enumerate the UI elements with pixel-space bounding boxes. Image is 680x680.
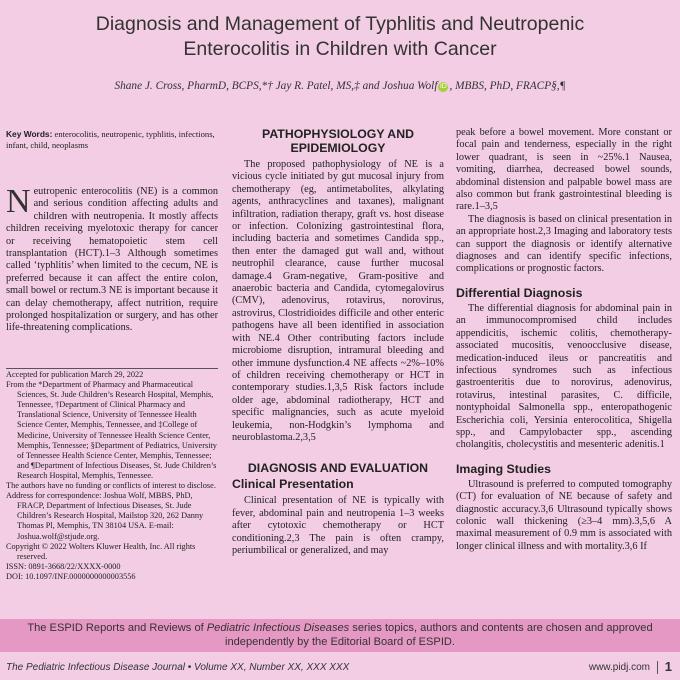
column-3 (456, 127, 672, 553)
copyright: Copyright © 2022 Wolters Kluwer Health, Inc. All rights reserved. (6, 541, 196, 561)
page-footer (0, 653, 680, 680)
title-line-1: Diagnosis and Management of Typhlitis and Neutropenic (95, 13, 585, 35)
banner-journal-name: Pediatric Infectious Diseases (206, 622, 350, 634)
author-list (0, 80, 680, 92)
imaging-paragraph: Ultrasound is preferred to computed tomography (CT) for evaluation of NE because of safety and diagnostic accuracy.3,6 Ultrasound typically shows colonic wall thickening (≥3–4 mm).3,5,6 A maximal measurement of 0.9 mm is associated with longer clinical illness and with mortality.3,6 If (456, 478, 672, 552)
doi[interactable]: DOI: 10.1097/INF.0000000000003556 (6, 571, 136, 581)
accepted-date: Accepted for publication March 29, 2022 (6, 370, 144, 379)
footer-divider (657, 661, 658, 674)
banner-text-a: The ESPID Reports and Reviews of (27, 622, 207, 634)
keywords (6, 129, 218, 151)
subheading-imaging-studies: Imaging Studies (456, 461, 551, 476)
title-line-2: Enterocolitis in Children with Cancer (183, 38, 497, 60)
clinical-presentation-paragraph: Clinical presentation of NE is typically with fever, abdominal pain and neutropenia 1–3 weeks after cytotoxic chemotherapy or HCT conditioning.2,3 The pain is often crampy, periumbilical or generalized, and may (232, 495, 444, 556)
diagnosis-paragraph: The diagnosis is based on clinical presentation in an appropriate host.2,3 Imaging and laboratory tests can support the diagnosis or identify alternative diagnoses and can identify specific infections, complications or prognostic factors. (456, 213, 672, 275)
authors-text-b: , MBBS, PhD, FRACP§,¶ (449, 80, 566, 92)
intro-text: eutropenic enterocolitis (NE) is a common and serious condition affecting adults and children with neutropenia. It mostly affects children receiving myelotoxic therapy for cancer or receiving hematopoietic stem cell transplantation (HCT).1–3 Although sometimes called ‘typhlitis’ when limited to the cecum, NE is preferred because it can affect the entire colon, small bowel or rectum.3 NE is important because it can delay chemotherapy, affect nutrition, require prolonged hospitalization or surgery, and has other life-threatening complications. (6, 186, 218, 334)
column-2 (232, 127, 444, 557)
drop-cap: N (6, 183, 31, 220)
pathophysiology-paragraph: The proposed pathophysiology of NE is a vicious cycle initiated by gut mucosal injury from chemotherapy (eg, antimetabolites, alkylating agents, anthracyclines and taxanes), malignant infiltration, radiation therapy, graft vs. host disease or infection. Colonizing gastrointestinal flora, including bacteria and sometimes Candida spp., then enter the damaged gut wall and, without neutrophil clearance, cause further mucosal damage.4 Gram-negative, Gram-positive and anaerobic bacteria and Candida, cytomegalovirus (CMV), adenovirus, rotavirus, norovirus, astrovirus, Clostridioides difficile and other enteric pathogens have all been identified in association with NE.4 Other contributing factors include microbiome disruption, intramural bleeding and other immune dysfunction.4 NE affects ~2%–10% of children receiving chemotherapy or HCT in contemporary studies.1,3,5 Risk factors include older age, abdominal radiotherapy, HCT and specific malignancies, such as acute myeloid leukemia, non-Hodgkin’s lymphoma and neuroblastoma.2,3,5 (232, 159, 444, 443)
espid-banner (0, 619, 680, 652)
subheading-differential-diagnosis: Differential Diagnosis (456, 285, 583, 300)
issn: ISSN: 0891-3668/22/XXXX-0000 (6, 561, 121, 571)
intro-paragraph (6, 183, 218, 335)
keywords-text: enterocolitis, neutropenic, typhlitis, infections, infant, child, neoplasms (6, 129, 215, 150)
article-title (0, 12, 680, 62)
page-number: 1 (664, 659, 672, 674)
banner-line-1 (0, 621, 680, 635)
subheading-clinical-presentation: Clinical Presentation (232, 477, 354, 492)
orcid-icon[interactable]: iD (440, 83, 447, 90)
footer-journal: The Pediatric Infectious Disease Journal • Volume XX, Number XX, XXX XXX (6, 662, 350, 673)
funding-statement: The authors have no funding or conflicts of interest to disclose. (6, 481, 216, 491)
banner-line-2: independently by the Editorial Board of ESPID. (224, 636, 456, 648)
article-notes (6, 368, 218, 582)
banner-text-c: series topics, authors and contents are chosen and approved (349, 622, 653, 634)
authors-text-a: Shane J. Cross, PharmD, BCPS,*† Jay R. Patel, MS,‡ and Joshua Wolf (114, 80, 438, 92)
correspondence: Address for correspondence: Joshua Wolf, MBBS, PhD, FRACP, Department of Infectious Diseases, St. Jude Children’s Research Hospital, Mailstop 320, 262 Danny Thomas Pl, Memphis, TN 38104 USA. E-mail: Joshua.wolf@stjude.org. (6, 491, 204, 541)
affiliations: From the *Department of Pharmacy and Pharmaceutical Sciences, St. Jude Children’s Research Hospital, Memphis, Tennessee, †Department of Clinical Pharmacy and Translational Science, University of Tennessee Health Science Center, Memphis, Tennessee, and ‡College of Medicine, University of Tennessee Health Science Center, Memphis, Tennessee; §Department of Pediatrics, University of Tennessee Health Science Center, Memphis, Tennessee; and ¶Department of Infectious Diseases, St. Jude Children’s Research Hospital, Memphis, Tennessee. (6, 380, 217, 480)
section-heading-pathophysiology: PATHOPHYSIOLOGY AND EPIDEMIOLOGY (262, 127, 414, 155)
differential-diagnosis-paragraph: The differential diagnosis for abdominal pain in an immunocompromised child includes appendicitis, ischemic colitis, chemotherapy-associated mucositis, venoocclusive disease, medication-induced ileus or pancreatitis and infectious syndromes such as infectious gastroenteritis due to norovirus, adenovirus, rotavirus, intestinal parasites, C. difficile, nontyphoidal Salmonella spp., enteropathogenic Escherichia coli, Yersinia enterocolitica, Shigella spp., and Campylobacter spp., ascending cholangitis, cholecystitis and mesenteric adenitis.1 (456, 302, 672, 451)
footer-url[interactable]: www.pidj.com (588, 662, 650, 673)
section-heading-diagnosis: DIAGNOSIS AND EVALUATION (247, 461, 429, 476)
keywords-label: Key Words: (6, 129, 53, 139)
presentation-continued-paragraph: peak before a bowel movement. More constant or focal pain and tenderness, especially in the right lower quadrant, is seen in ~25%.1 Nausea, vomiting, diarrhea, decreased bowel sounds, abdominal distension and palpable bowel mass are also common but frank gastrointestinal bleeding is rare.1–3,5 (456, 127, 672, 213)
